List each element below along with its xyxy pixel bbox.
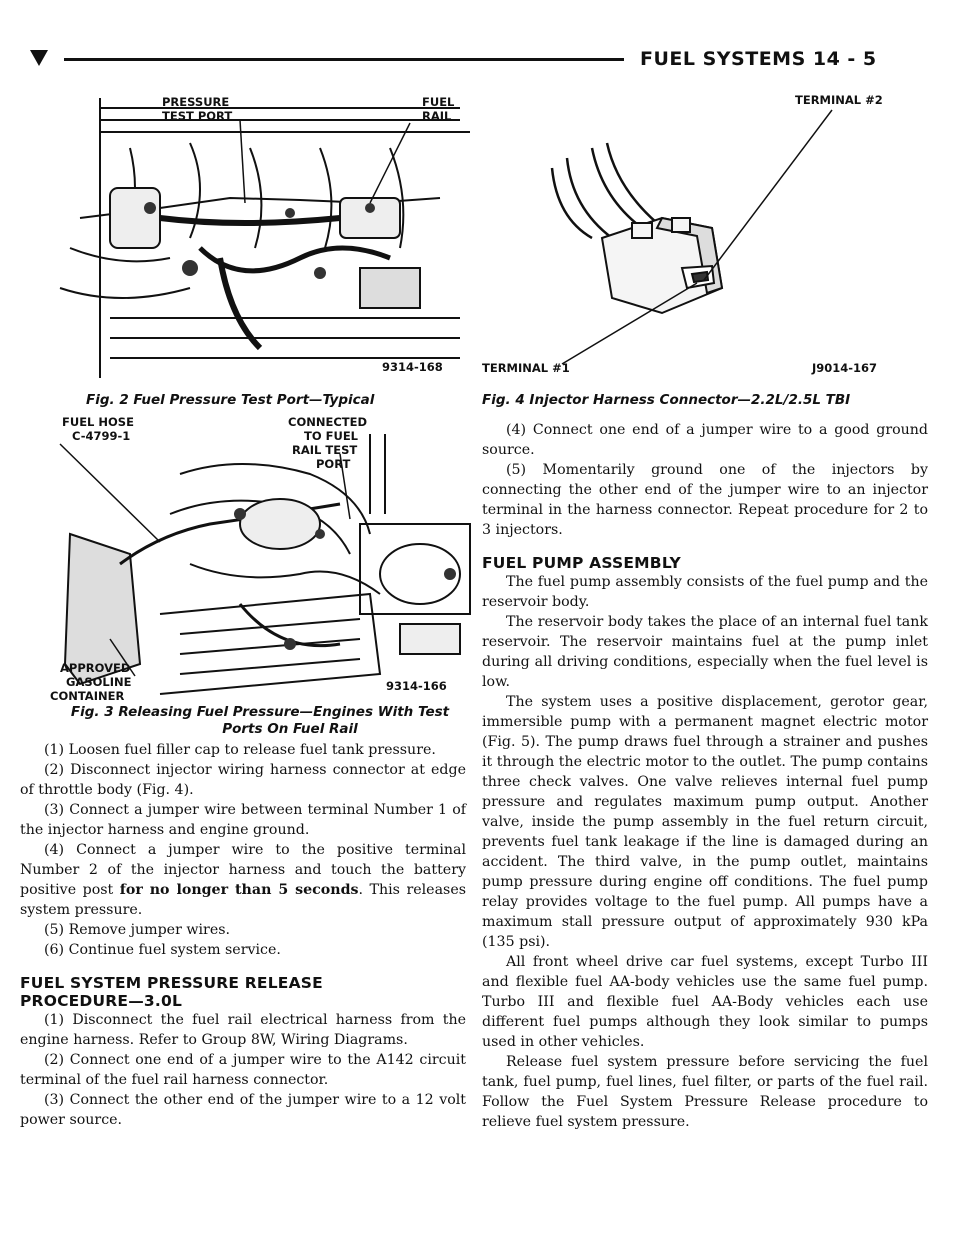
release-step-1: (1) Disconnect the fuel rail electrical harness from the engine harness. Refer to Group 8W, Wiring Diagrams.: [20, 1012, 466, 1048]
fuel-pump-para-2: The reservoir body takes the place of an internal fuel tank reservoir. The reservoir maintains fuel at the pump inlet during all driving conditions, especially when the fuel level is low.: [482, 614, 928, 690]
left-step-3: (3) Connect a jumper wire between terminal Number 1 of the injector harness and engine ground.: [20, 802, 466, 838]
fig3-caption-line2: Ports On Fuel Rail: [222, 721, 358, 737]
fuel-pump-para-1: The fuel pump assembly consists of the fuel pump and the reservoir body.: [482, 574, 928, 610]
fig2-label-fuel: FUEL: [422, 95, 455, 109]
left-step-4a: (4) Connect a jumper wire to the positive terminal Number 2 of the injector harness and touch the battery positive post: [20, 842, 466, 898]
fig3-label-connected: CONNECTED: [288, 415, 368, 429]
fig3-image: [40, 414, 480, 706]
fig4-code: J9014-167: [812, 361, 878, 375]
fig2-label-pressure: PRESSURE: [162, 95, 230, 109]
release-step-3: (3) Connect the other end of the jumper wire to a 12 volt power source.: [20, 1092, 466, 1128]
fig4-image: [482, 88, 922, 388]
fig3-label-rail-test: RAIL TEST: [292, 443, 358, 457]
right-column: [482, 420, 928, 1132]
release-step-2: (2) Connect one end of a jumper wire to the A142 circuit terminal of the fuel rail harness connector.: [20, 1052, 466, 1088]
fig2-label-rail: RAIL: [422, 109, 452, 123]
fig3-caption: [40, 704, 480, 738]
left-step-4: [20, 840, 466, 920]
fig4-caption: Fig. 4 Injector Harness Connector—2.2L/2.5L TBI: [482, 392, 851, 408]
fig3-label-to-fuel: TO FUEL: [304, 429, 359, 443]
fig4-label-terminal2: TERMINAL #2: [795, 93, 883, 107]
left-step-2: (2) Disconnect injector wiring harness connector at edge of throttle body (Fig. 4).: [20, 762, 466, 798]
header-rule: [64, 58, 624, 61]
fig2-code: 9314-168: [382, 360, 443, 374]
triangle-icon: [30, 50, 48, 66]
fig2-label-test-port: TEST PORT: [162, 109, 233, 123]
fig3-label-container: CONTAINER: [50, 689, 125, 703]
section-heading-release-line1: FUEL SYSTEM PRESSURE RELEASE: [20, 974, 323, 992]
fig2-image: [40, 88, 480, 388]
left-step-6: (6) Continue fuel system service.: [44, 942, 281, 958]
fuel-pump-para-5: Release fuel system pressure before servicing the fuel tank, fuel pump, fuel lines, fuel filter, or parts of the fuel rail. Follow the Fuel System Pressure Release procedure to relieve fuel system pressure.: [482, 1054, 928, 1130]
fig3-label-fuel-hose: FUEL HOSE: [62, 415, 134, 429]
fig3-label-port: PORT: [316, 457, 351, 471]
fig3-code: 9314-166: [386, 679, 447, 693]
left-step-4c: . This releases system pressure.: [20, 882, 466, 918]
section-heading-fuel-pump: FUEL PUMP ASSEMBLY: [482, 554, 681, 572]
left-column: [20, 740, 466, 1130]
section-heading-release-line2: PROCEDURE—3.0L: [20, 992, 183, 1010]
right-step-4: (4) Connect one end of a jumper wire to a good ground source.: [482, 422, 928, 458]
fig3-label-gasoline: GASOLINE: [66, 675, 132, 689]
fig2-caption: Fig. 2 Fuel Pressure Test Port—Typical: [86, 392, 375, 408]
right-step-5: (5) Momentarily ground one of the injectors by connecting the other end of the jumper wire to an injector terminal in the harness connector. Repeat procedure for 2 to 3 injectors.: [482, 462, 928, 538]
left-step-5: (5) Remove jumper wires.: [44, 922, 231, 938]
left-step-4-emphasis: for no longer than 5 seconds: [119, 882, 359, 898]
fig3-label-approved: APPROVED: [60, 661, 131, 675]
page-header: [20, 48, 900, 72]
fig3-label-c4799: C-4799-1: [72, 429, 131, 443]
fuel-pump-para-4: All front wheel drive car fuel systems, except Turbo III and flexible fuel AA-body vehicles use the same fuel pump. Turbo III and flexible fuel AA-Body vehicles each use different fuel pumps although they look similar to pumps used in other vehicles.: [482, 954, 928, 1050]
page-title: FUEL SYSTEMS 14 - 5: [640, 48, 877, 70]
fig4-label-terminal1: TERMINAL #1: [482, 361, 570, 375]
fig3-caption-line1: Fig. 3 Releasing Fuel Pressure—Engines With Test: [70, 704, 450, 720]
left-step-1: (1) Loosen fuel filler cap to release fuel tank pressure.: [44, 742, 436, 758]
fuel-pump-para-3: The system uses a positive displacement, gerotor gear, immersible pump with a permanent magnet electric motor (Fig. 5). The pump draws fuel through a strainer and pushes it through the electric motor to the outlet. The pump contains three check valves. One valve relieves internal fuel pump pressure and regulates maximum pump output. Another valve, inside the pump assembly in the fuel return circuit, prevents fuel tank leakage if the line is damaged during an accident. The third valve, in the pump outlet, maintains pump pressure during engine off conditions. The fuel pump relay provides voltage to the fuel pump. All pumps have a maximum stall pressure output of approximately 930 kPa (135 psi).: [482, 694, 928, 950]
